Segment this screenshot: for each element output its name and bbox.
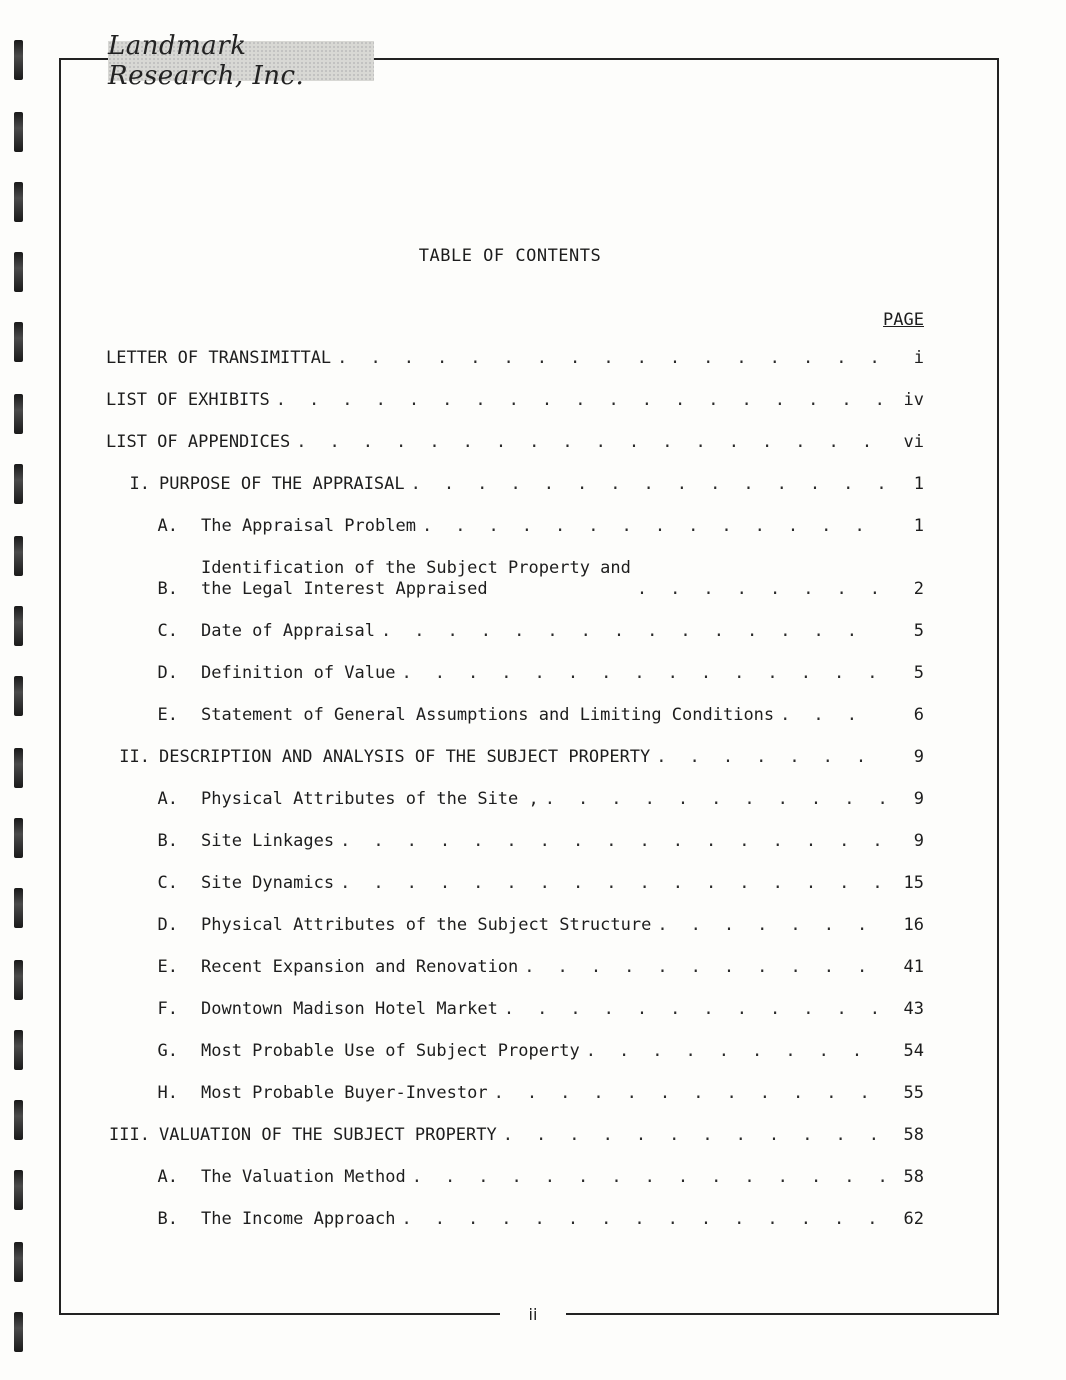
binding-hole bbox=[14, 676, 23, 716]
toc-entry-label: LETTER OF TRANSIMITTAL bbox=[106, 348, 332, 368]
toc-entry-label: LIST OF EXHIBITS bbox=[106, 390, 270, 410]
toc-entry-label: Physical Attributes of the Site , bbox=[201, 789, 539, 809]
toc-entry-label: Date of Appraisal bbox=[201, 621, 375, 641]
dot-leader bbox=[657, 915, 884, 936]
toc-entry bbox=[106, 663, 924, 684]
toc-entry-page: 9 bbox=[913, 789, 924, 809]
toc-entry-number: F. bbox=[157, 999, 178, 1019]
binding-hole bbox=[14, 818, 23, 858]
dot-leader bbox=[586, 1041, 884, 1062]
toc-entry-label: Recent Expansion and Renovation bbox=[201, 957, 519, 977]
toc-entry-number: E. bbox=[157, 705, 178, 725]
toc-entry bbox=[106, 1041, 924, 1062]
toc-entry-label: DESCRIPTION AND ANALYSIS OF THE SUBJECT PROPERTY bbox=[159, 747, 651, 767]
toc-entry-page: 9 bbox=[913, 747, 924, 767]
dot-leader bbox=[412, 1167, 884, 1188]
binding-holes bbox=[12, 0, 34, 1380]
toc-entry bbox=[106, 516, 924, 537]
toc-entry bbox=[106, 348, 924, 369]
binding-hole bbox=[14, 40, 23, 80]
binding-hole bbox=[14, 888, 23, 928]
toc-entry-number: H. bbox=[157, 1083, 178, 1103]
toc-entry-number: D. bbox=[157, 663, 178, 683]
toc-entry-label: Statement of General Assumptions and Limiting Conditions bbox=[201, 705, 775, 725]
toc-entry bbox=[106, 873, 924, 894]
toc-entry-label: Identification of the Subject Property and the Legal Interest Appraised bbox=[201, 558, 631, 599]
binding-hole bbox=[14, 606, 23, 646]
toc-entry-page: 54 bbox=[903, 1041, 924, 1061]
toc-entry bbox=[106, 915, 924, 936]
toc-entry-page: iv bbox=[903, 390, 924, 410]
toc-entry-label: Downtown Madison Hotel Market bbox=[201, 999, 498, 1019]
toc-entry bbox=[106, 1125, 924, 1146]
toc-entry-page: 15 bbox=[903, 873, 924, 893]
toc-entry-number: B. bbox=[157, 579, 178, 599]
dot-leader bbox=[504, 999, 884, 1020]
toc-entry-page: 62 bbox=[903, 1209, 924, 1229]
toc-entry-number: C. bbox=[157, 621, 178, 641]
toc-entry-number: G. bbox=[157, 1041, 178, 1061]
toc-entry bbox=[106, 621, 924, 642]
toc-entry-page: 41 bbox=[903, 957, 924, 977]
toc-entry bbox=[106, 957, 924, 978]
toc-entry-page: 58 bbox=[903, 1167, 924, 1187]
dot-leader bbox=[296, 432, 884, 453]
toc-entry bbox=[106, 831, 924, 852]
dot-leader bbox=[340, 831, 884, 852]
binding-hole bbox=[14, 748, 23, 788]
toc-entry-number: E. bbox=[157, 957, 178, 977]
company-logo: Landmark Research, Inc. bbox=[108, 41, 374, 81]
toc-entry-number: II. bbox=[119, 747, 150, 767]
dot-leader bbox=[276, 390, 884, 411]
toc-entry-label: LIST OF APPENDICES bbox=[106, 432, 291, 452]
dot-leader bbox=[411, 474, 884, 495]
toc-entry-label: The Income Approach bbox=[201, 1209, 396, 1229]
toc-entry-page: 55 bbox=[903, 1083, 924, 1103]
page-title: TABLE OF CONTENTS bbox=[418, 246, 602, 266]
binding-hole bbox=[14, 536, 23, 576]
page-number: ii bbox=[500, 1300, 566, 1330]
dot-leader bbox=[337, 348, 884, 369]
toc-entry bbox=[106, 1083, 924, 1104]
toc-entry-page: 9 bbox=[913, 831, 924, 851]
toc-entry bbox=[106, 1167, 924, 1188]
dot-leader bbox=[503, 1125, 884, 1146]
toc-entry-number: B. bbox=[157, 1209, 178, 1229]
toc-entry-number: B. bbox=[157, 831, 178, 851]
toc-entry-number: A. bbox=[157, 516, 178, 536]
binding-hole bbox=[14, 464, 23, 504]
toc-entry bbox=[106, 789, 924, 810]
toc-entry-number: A. bbox=[157, 1167, 178, 1187]
toc-entry-label: Most Probable Use of Subject Property bbox=[201, 1041, 580, 1061]
binding-hole bbox=[14, 960, 23, 1000]
binding-hole bbox=[14, 1170, 23, 1210]
page-column-header: PAGE bbox=[883, 310, 924, 330]
toc-entry-number: C. bbox=[157, 873, 178, 893]
binding-hole bbox=[14, 1030, 23, 1070]
toc-entry-label: Site Dynamics bbox=[201, 873, 335, 893]
toc-entry bbox=[106, 390, 924, 411]
binding-hole bbox=[14, 1242, 23, 1282]
toc-entry bbox=[106, 558, 924, 600]
binding-hole bbox=[14, 322, 23, 362]
toc-entry-page: 5 bbox=[913, 663, 924, 683]
toc-entry bbox=[106, 474, 924, 495]
toc-entry-page: 2 bbox=[913, 579, 924, 599]
toc-entry-number: D. bbox=[157, 915, 178, 935]
dot-leader bbox=[545, 789, 884, 810]
toc-entry-page: 1 bbox=[913, 516, 924, 536]
toc-entry-page: 1 bbox=[913, 474, 924, 494]
toc-entry-page: 6 bbox=[913, 705, 924, 725]
binding-hole bbox=[14, 182, 23, 222]
dot-leader bbox=[780, 705, 884, 726]
toc-entry-number: III. bbox=[109, 1125, 150, 1145]
toc-entry-label: The Appraisal Problem bbox=[201, 516, 416, 536]
binding-hole bbox=[14, 1312, 23, 1352]
toc-entry bbox=[106, 999, 924, 1020]
toc-entry-label: The Valuation Method bbox=[201, 1167, 406, 1187]
toc-entry bbox=[106, 705, 924, 726]
toc-entry-page: 43 bbox=[903, 999, 924, 1019]
toc-entry-page: i bbox=[913, 348, 924, 368]
dot-leader bbox=[401, 1209, 884, 1230]
dot-leader bbox=[381, 621, 884, 642]
dot-leader bbox=[637, 579, 884, 600]
toc-entry-label: Physical Attributes of the Subject Structure bbox=[201, 915, 652, 935]
toc-entry-label: VALUATION OF THE SUBJECT PROPERTY bbox=[159, 1125, 497, 1145]
toc-entry-page: 5 bbox=[913, 621, 924, 641]
dot-leader bbox=[494, 1083, 884, 1104]
toc-entry-page: 16 bbox=[903, 915, 924, 935]
table-of-contents bbox=[106, 348, 924, 1251]
binding-hole bbox=[14, 112, 23, 152]
toc-entry bbox=[106, 1209, 924, 1230]
binding-hole bbox=[14, 394, 23, 434]
toc-entry-label: Site Linkages bbox=[201, 831, 335, 851]
binding-hole bbox=[14, 1100, 23, 1140]
toc-entry-number: A. bbox=[157, 789, 178, 809]
toc-entry-page: vi bbox=[903, 432, 924, 452]
dot-leader bbox=[422, 516, 884, 537]
toc-entry-page: 58 bbox=[903, 1125, 924, 1145]
toc-entry-label: Most Probable Buyer-Investor bbox=[201, 1083, 488, 1103]
dot-leader bbox=[340, 873, 884, 894]
dot-leader bbox=[401, 663, 884, 684]
toc-entry-label: PURPOSE OF THE APPRAISAL bbox=[159, 474, 405, 494]
dot-leader bbox=[524, 957, 884, 978]
toc-entry-number: I. bbox=[129, 474, 150, 494]
toc-entry-label: Definition of Value bbox=[201, 663, 396, 683]
toc-entry bbox=[106, 747, 924, 768]
dot-leader bbox=[656, 747, 884, 768]
toc-entry bbox=[106, 432, 924, 453]
